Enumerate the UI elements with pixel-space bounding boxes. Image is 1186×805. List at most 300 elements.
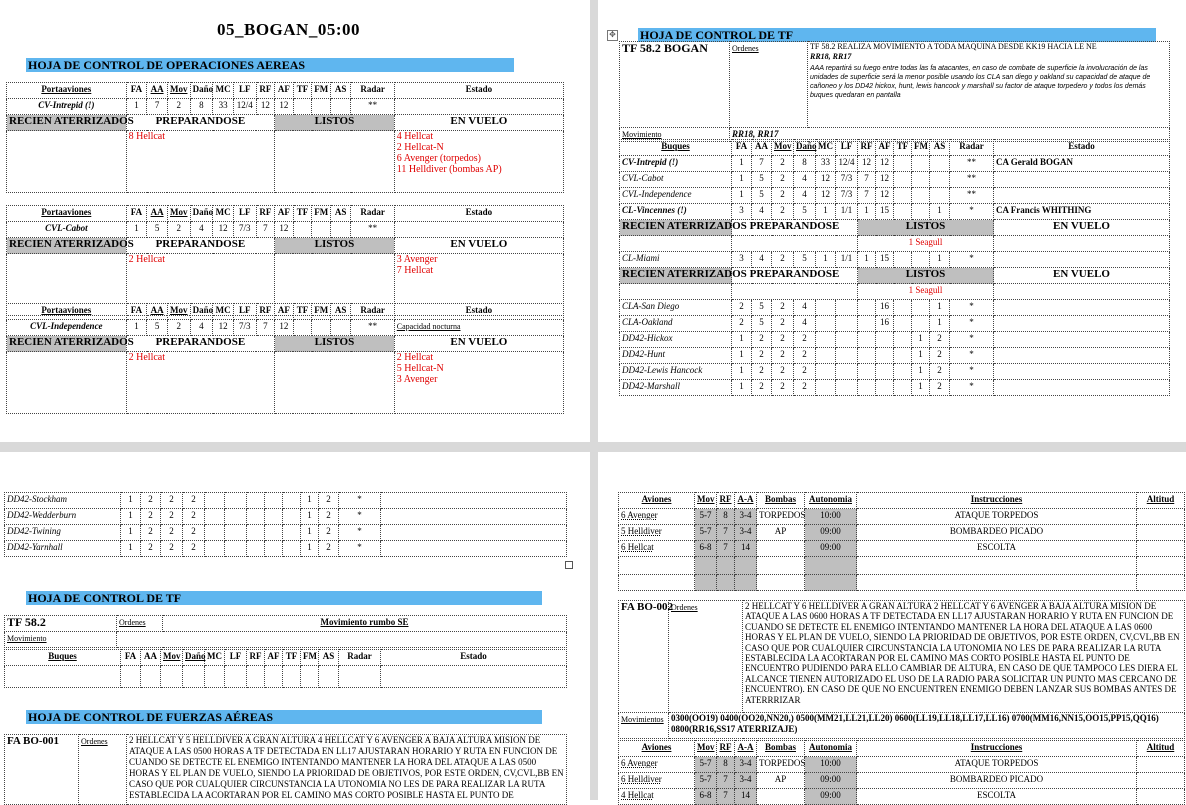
ship-value: *	[950, 204, 994, 220]
ship-value: 1	[930, 204, 950, 220]
air-header-cell: Instrucciones	[857, 741, 1137, 757]
carrier-header-cell: FA	[126, 206, 147, 222]
ship-estado: CA Gerald BOGAN	[994, 156, 1170, 172]
carrier-value	[330, 320, 351, 336]
ship-name: CL-Miami	[620, 252, 732, 268]
tf-bottom-ordenes-label: Ordenes	[117, 616, 163, 632]
ship-value: *	[950, 316, 994, 332]
aircraft-value: 8	[717, 509, 735, 525]
ship-value: 2	[732, 300, 752, 316]
status-cell-vuelo	[394, 131, 563, 193]
ship-value: 5	[752, 316, 772, 332]
carrier-header-cell: Daño	[190, 304, 213, 320]
ship-value: 2	[319, 525, 339, 541]
carrier-header-cell: AA	[147, 304, 168, 320]
air-header-cell: A-A	[735, 493, 757, 509]
ship-header-cell: Mov	[161, 650, 183, 666]
ship-value	[225, 493, 247, 509]
ship-value: 2	[772, 332, 794, 348]
ship-value: 2	[319, 509, 339, 525]
table-resize-handle-icon[interactable]	[565, 561, 573, 569]
ship-value	[247, 509, 265, 525]
carrier-header-cell: RF	[256, 304, 275, 320]
air-header-cell: RF	[717, 741, 735, 757]
air-header-cell: Mov	[695, 741, 717, 757]
ship-name: CV-Intrepid (!)	[620, 156, 732, 172]
carrier-header-cell: TF	[293, 206, 312, 222]
aircraft-value	[1137, 789, 1185, 805]
ship-header-cell: RF	[858, 140, 876, 156]
carrier-value	[293, 320, 312, 336]
aircraft-value: 14	[735, 541, 757, 557]
ship-value	[836, 332, 858, 348]
carrier-header-cell: RF	[256, 206, 275, 222]
ship-value: 1	[930, 300, 950, 316]
aircraft-group: 5 Hellcat-N	[396, 363, 444, 374]
ship-value: 2	[752, 332, 772, 348]
empty-cell	[161, 666, 183, 688]
ship-name: DD42-Marshall	[620, 380, 732, 396]
ship-value: 8	[794, 156, 816, 172]
air-header-cell: Autonomia	[805, 493, 857, 509]
ship-header-cell: Estado	[994, 140, 1170, 156]
ship-header-cell: MC	[205, 650, 225, 666]
aircraft-name: 6 Avenger	[619, 509, 695, 525]
ship-header-cell: Buques	[620, 140, 732, 156]
ship-value: 4	[794, 300, 816, 316]
ship-value	[894, 156, 912, 172]
status-cell-listos	[275, 131, 395, 193]
carrier-value: 7	[147, 99, 168, 115]
ship-header-cell: AA	[141, 650, 161, 666]
empty-cell	[339, 666, 381, 688]
status-header-listos: LISTOS	[858, 268, 994, 284]
aircraft-group: 4 Hellcat	[396, 131, 434, 142]
aircraft-value: ESCOLTA	[857, 789, 1137, 805]
empty-cell	[735, 557, 757, 575]
air-header-cell: Bombas	[757, 493, 805, 509]
aircraft-value	[1137, 773, 1185, 789]
ship-header-cell: LF	[225, 650, 247, 666]
tf-bottom-ships-table	[4, 649, 567, 688]
ship-value: 5	[752, 300, 772, 316]
carrier-value: 5	[147, 320, 168, 336]
status-header-prep: PREPARANDOSE	[732, 220, 858, 236]
carrier-value	[293, 222, 312, 238]
ship-value: 12	[876, 156, 894, 172]
ship-value: 2	[772, 156, 794, 172]
ship-value	[912, 156, 930, 172]
ship-value	[876, 364, 894, 380]
ship-value: *	[950, 252, 994, 268]
ship-value: 2	[772, 348, 794, 364]
fa-bo001-table	[4, 734, 567, 805]
status-cell-prep	[732, 284, 858, 300]
movimiento-value: RR18, RR17	[730, 128, 1170, 142]
ship-value: 12	[816, 172, 836, 188]
status-header-vuelo: EN VUELO	[394, 336, 563, 352]
empty-cell	[619, 557, 695, 575]
carrier-estado: Capacidad nocturna	[394, 320, 563, 336]
ship-value	[894, 332, 912, 348]
carrier-header-cell: AS	[330, 304, 351, 320]
ship-value: 2	[161, 541, 183, 557]
carrier-value: 2	[167, 320, 190, 336]
ship-value: 4	[794, 172, 816, 188]
ship-value: *	[950, 332, 994, 348]
ship-value	[816, 348, 836, 364]
ship-value: 1	[912, 332, 930, 348]
air-header-cell: Altitud	[1137, 741, 1185, 757]
ship-name: DD42-Stockham	[5, 493, 121, 509]
carrier-header-cell: TF	[293, 304, 312, 320]
ships-continued-table	[4, 492, 567, 557]
ship-value: *	[950, 348, 994, 364]
aircraft-value: 09:00	[805, 541, 857, 557]
empty-cell	[381, 666, 567, 688]
table-move-handle-icon[interactable]: ✥	[607, 30, 618, 41]
empty-cell	[301, 666, 319, 688]
carrier-estado	[394, 99, 563, 115]
carrier-value: 12	[256, 99, 275, 115]
aircraft-value: 5-7	[695, 773, 717, 789]
air-header-cell: Aviones	[619, 493, 695, 509]
page-bottom-right	[598, 452, 1186, 800]
carrier-header-cell: TF	[293, 83, 312, 99]
status-header-prep: PREPARANDOSE	[732, 268, 858, 284]
ship-value	[247, 541, 265, 557]
aircraft-table-b	[618, 740, 1185, 805]
carrier-value: 12	[275, 320, 294, 336]
ship-value	[912, 188, 930, 204]
ship-header-cell: AA	[752, 140, 772, 156]
ship-value: 1	[301, 541, 319, 557]
ship-value: 2	[772, 364, 794, 380]
status-cell-prep	[732, 236, 858, 252]
ship-value: 2	[772, 252, 794, 268]
ship-value: **	[950, 188, 994, 204]
carrier-value	[312, 99, 331, 115]
ship-estado	[994, 300, 1170, 316]
carrier-value: 4	[190, 320, 213, 336]
status-header-recien: RECIEN ATERRIZADOS	[7, 238, 127, 254]
ship-estado: CA Francis WHITHING	[994, 204, 1170, 220]
carrier-value: 7	[256, 320, 275, 336]
status-header-prep: PREPARANDOSE	[126, 238, 275, 254]
air-header-cell: Autonomia	[805, 741, 857, 757]
carrier-header-cell: FM	[312, 304, 331, 320]
tf-orders-cell	[808, 42, 1170, 128]
carrier-header-cell: FA	[126, 83, 147, 99]
ship-value: 12	[876, 172, 894, 188]
air-header-cell: Altitud	[1137, 493, 1185, 509]
ship-value: 2	[141, 493, 161, 509]
ship-value: 1	[732, 380, 752, 396]
air-header-cell: Aviones	[619, 741, 695, 757]
status-cell-recien	[7, 131, 127, 193]
aircraft-group: 3 Avenger	[396, 374, 438, 385]
ship-value	[876, 348, 894, 364]
ordenes-label: Ordenes	[730, 42, 808, 128]
ship-value	[912, 252, 930, 268]
ship-value: **	[950, 156, 994, 172]
carrier-value: 12	[275, 222, 294, 238]
banner-tf-control-bottom: HOJA DE CONTROL DE TF	[26, 591, 542, 605]
carrier-header-cell: Radar	[351, 304, 394, 320]
ship-value	[894, 380, 912, 396]
ship-name: DD42-Twining	[5, 525, 121, 541]
empty-cell	[1137, 557, 1185, 575]
ship-value: 1	[732, 348, 752, 364]
ship-value: 2	[161, 525, 183, 541]
ship-value: 15	[876, 252, 894, 268]
air-header-cell: Instrucciones	[857, 493, 1137, 509]
empty-cell	[717, 575, 735, 591]
ship-value	[858, 380, 876, 396]
tf-bottom-label: TF 58.2	[5, 616, 117, 632]
aircraft-value: 09:00	[805, 789, 857, 805]
banner-air-ops: HOJA DE CONTROL DE OPERACIONES AEREAS	[26, 58, 514, 72]
fa-bo002-label: FA BO-002	[619, 601, 669, 713]
ship-name: DD42-Hickox	[620, 332, 732, 348]
ship-name: CLA-Oakland	[620, 316, 732, 332]
ship-value: *	[339, 493, 381, 509]
aircraft-value: ESCOLTA	[857, 541, 1137, 557]
carrier-header-cell: LF	[233, 206, 256, 222]
empty-cell	[265, 666, 283, 688]
ship-header-cell: FA	[121, 650, 141, 666]
ship-value	[894, 348, 912, 364]
carrier-header-cell: MC	[213, 304, 234, 320]
ship-estado	[994, 332, 1170, 348]
status-cell-vuelo	[394, 352, 563, 414]
ship-estado	[994, 252, 1170, 268]
ship-name: CVL-Cabot	[620, 172, 732, 188]
ship-value: 4	[752, 252, 772, 268]
empty-cell	[1137, 575, 1185, 591]
ship-value: 1	[732, 188, 752, 204]
aircraft-value: TORPEDOS	[757, 757, 805, 773]
carrier-value: 12/4	[233, 99, 256, 115]
ship-estado	[994, 188, 1170, 204]
ship-value	[836, 300, 858, 316]
aircraft-value: TORPEDOS	[757, 509, 805, 525]
status-header-vuelo: EN VUELO	[394, 115, 563, 131]
carrier-value: **	[351, 99, 394, 115]
ship-header-cell: MC	[816, 140, 836, 156]
ship-value	[894, 204, 912, 220]
ship-header-cell: Daño	[183, 650, 205, 666]
ship-estado	[994, 172, 1170, 188]
movimientos-label: Movimientos	[619, 713, 669, 739]
empty-cell	[205, 666, 225, 688]
tf-label: TF 58.2 BOGAN	[620, 42, 730, 128]
ship-value: 2	[794, 332, 816, 348]
carrier-table	[6, 82, 564, 193]
ship-value: 7	[858, 172, 876, 188]
ship-estado	[381, 509, 567, 525]
ship-value: 2	[161, 493, 183, 509]
carrier-value: 12	[213, 222, 234, 238]
ship-value: 2	[141, 509, 161, 525]
status-header-recien: RECIEN ATERRIZADOS	[620, 220, 732, 236]
ship-header-cell: Radar	[950, 140, 994, 156]
aircraft-value: 5-7	[695, 757, 717, 773]
ship-value: 5	[752, 172, 772, 188]
fa-bo002-ordenes-label: Ordenes	[669, 601, 743, 713]
ship-value: 12	[858, 156, 876, 172]
ship-name: CL-Vincennes (!)	[620, 204, 732, 220]
ship-estado	[994, 348, 1170, 364]
status-header-listos: LISTOS	[275, 238, 395, 254]
ship-value: 2	[930, 364, 950, 380]
ship-value: 33	[816, 156, 836, 172]
ship-value	[930, 172, 950, 188]
carrier-value: 4	[190, 222, 213, 238]
ship-header-cell: RF	[247, 650, 265, 666]
ship-value	[836, 348, 858, 364]
carrier-value: 2	[167, 99, 190, 115]
empty-cell	[319, 666, 339, 688]
ship-value: 1	[912, 380, 930, 396]
ship-value: 5	[752, 188, 772, 204]
ship-value: 1	[816, 204, 836, 220]
empty-cell	[121, 666, 141, 688]
ship-header-cell: AS	[319, 650, 339, 666]
status-header-prep: PREPARANDOSE	[126, 336, 275, 352]
ship-value: 1/1	[836, 252, 858, 268]
status-header-prep: PREPARANDOSE	[126, 115, 275, 131]
ship-value: 1	[858, 252, 876, 268]
carrier-header-cell: MC	[213, 206, 234, 222]
carrier-header-cell: LF	[233, 83, 256, 99]
ship-value: 1	[930, 316, 950, 332]
ship-value	[265, 525, 283, 541]
carrier-name: CVL-Cabot	[7, 222, 127, 238]
aircraft-value	[1137, 509, 1185, 525]
ship-value: 1	[912, 364, 930, 380]
ship-value	[225, 525, 247, 541]
carrier-value: 12	[275, 99, 294, 115]
air-header-cell: Bombas	[757, 741, 805, 757]
ship-name: CVL-Independence	[620, 188, 732, 204]
carrier-header-cell: Mov	[167, 304, 190, 320]
empty-cell	[857, 575, 1137, 591]
empty-cell	[619, 575, 695, 591]
carrier-value: 1	[126, 320, 147, 336]
carrier-header-cell: Portaaviones	[7, 83, 127, 99]
ship-name: DD42-Lewis Hancock	[620, 364, 732, 380]
air-header-cell: RF	[717, 493, 735, 509]
ship-value	[894, 364, 912, 380]
ship-value	[858, 316, 876, 332]
aircraft-value: 14	[735, 789, 757, 805]
ship-value: 1	[732, 332, 752, 348]
aircraft-value: 7	[717, 541, 735, 557]
air-header-cell: Mov	[695, 493, 717, 509]
aircraft-value: ATAQUE TORPEDOS	[857, 509, 1137, 525]
ship-value: 1	[121, 541, 141, 557]
status-header-listos: LISTOS	[858, 220, 994, 236]
empty-cell	[757, 575, 805, 591]
ship-value: 1	[121, 509, 141, 525]
status-cell-recien	[7, 352, 127, 414]
carrier-name: CVL-Independence	[7, 320, 127, 336]
ship-value	[930, 188, 950, 204]
air-header-cell: A-A	[735, 741, 757, 757]
aircraft-value	[1137, 757, 1185, 773]
carrier-header-cell: AF	[275, 206, 294, 222]
ship-value: 2	[319, 493, 339, 509]
aircraft-group: 11 Helldiver (bombas AP)	[396, 164, 502, 175]
aircraft-group: 2 Hellcat	[128, 352, 166, 363]
ship-value	[816, 300, 836, 316]
ship-value	[205, 509, 225, 525]
ship-value: 1	[732, 364, 752, 380]
ship-value	[283, 493, 301, 509]
carrier-header-cell: AF	[275, 83, 294, 99]
ship-value	[912, 300, 930, 316]
ship-name: DD42-Yarnhall	[5, 541, 121, 557]
tf-orders-table	[619, 41, 1170, 142]
status-header-listos: LISTOS	[275, 115, 395, 131]
aircraft-value: 5-7	[695, 525, 717, 541]
ship-value	[205, 493, 225, 509]
carrier-header-cell: RF	[256, 83, 275, 99]
ship-value: 2	[794, 364, 816, 380]
ship-value	[247, 525, 265, 541]
carrier-header-cell: FM	[312, 83, 331, 99]
ship-value	[225, 509, 247, 525]
ship-value	[283, 509, 301, 525]
status-cell-preparando	[126, 352, 275, 414]
aircraft-value: 3-4	[735, 525, 757, 541]
aircraft-value: BOMBARDEO PICADO	[857, 525, 1137, 541]
page-top-left	[0, 0, 590, 442]
ship-value: 1	[732, 156, 752, 172]
carrier-value: 1	[126, 222, 147, 238]
ship-value: 1	[930, 252, 950, 268]
aircraft-name: 6 Helldiver	[619, 773, 695, 789]
aircraft-value: AP	[757, 525, 805, 541]
ship-value	[283, 525, 301, 541]
ship-value: 16	[876, 316, 894, 332]
ship-estado	[994, 364, 1170, 380]
banner-tf-control-top: HOJA DE CONTROL DE TF	[638, 28, 1156, 42]
carrier-header-cell: FM	[312, 206, 331, 222]
seagull-listos: 1 Seagull	[858, 236, 994, 252]
empty-cell	[857, 557, 1137, 575]
carrier-value	[312, 320, 331, 336]
ship-value: 2	[161, 509, 183, 525]
carrier-value: 33	[213, 99, 234, 115]
aircraft-value: 10:00	[805, 509, 857, 525]
ship-value: 1	[858, 204, 876, 220]
ship-value: 2	[794, 348, 816, 364]
ship-value	[894, 300, 912, 316]
status-header-recien: RECIEN ATERRIZADOS	[7, 115, 127, 131]
carrier-header-cell: Daño	[190, 83, 213, 99]
order-line-1: TF 58.2 REALIZA MOVIMIENTO A TODA MAQUINA DESDE KK19 HACIA LE NE	[810, 42, 1097, 51]
carrier-value: **	[351, 222, 394, 238]
aircraft-table-a	[618, 492, 1185, 591]
ship-header-cell: Daño	[794, 140, 816, 156]
ship-value	[816, 364, 836, 380]
carrier-estado	[394, 222, 563, 238]
ship-value: *	[950, 380, 994, 396]
ship-value: **	[950, 172, 994, 188]
aircraft-value: 10:00	[805, 757, 857, 773]
